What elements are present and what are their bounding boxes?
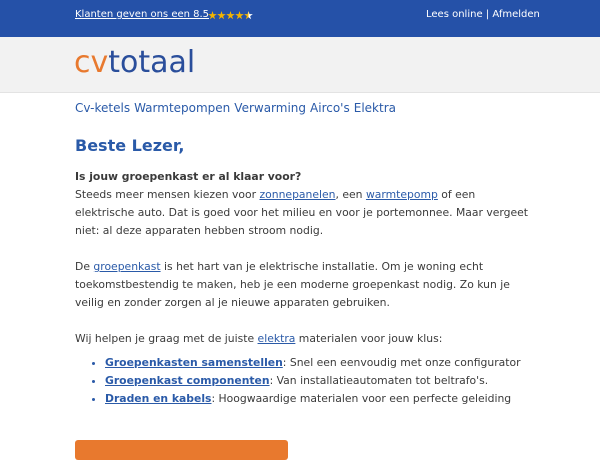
star-icon xyxy=(226,11,235,20)
category-nav xyxy=(75,101,400,115)
list-item xyxy=(105,390,530,408)
list-item xyxy=(105,354,530,372)
intro-paragraph xyxy=(75,186,530,240)
nav-item-warmtepompen[interactable]: Warmtepompen xyxy=(134,101,231,115)
nav-item-verwarming[interactable]: Verwarming xyxy=(234,101,307,115)
nav-item-elektra[interactable]: Elektra xyxy=(353,101,396,115)
nav-item-cv-ketels[interactable]: Cv-ketels xyxy=(75,101,131,115)
help-paragraph xyxy=(75,330,530,348)
logo-part-totaal: totaal xyxy=(108,45,196,80)
cvtotaal-logo[interactable] xyxy=(74,45,195,80)
zonnepanelen-link[interactable]: zonnepanelen xyxy=(259,188,336,201)
product-links-list xyxy=(75,354,530,408)
link-separator: | xyxy=(482,9,493,20)
unsubscribe-link[interactable]: Afmelden xyxy=(492,9,540,20)
text: Wij helpen je graag met de juiste xyxy=(75,332,258,345)
top-bar xyxy=(0,0,600,37)
groepenkasten-samenstellen-link[interactable]: Groepenkasten samenstellen xyxy=(105,356,283,369)
nav-item-aircos[interactable]: Airco's xyxy=(310,101,350,115)
greeting-heading: Beste Lezer, xyxy=(75,136,185,155)
draden-en-kabels-link[interactable]: Draden en kabels xyxy=(105,392,212,405)
text: materialen voor jouw klus: xyxy=(295,332,443,345)
list-item-description: Hoogwaardige materialen voor een perfecte geleiding xyxy=(215,392,512,405)
half-star-icon xyxy=(244,11,253,20)
reviews-link[interactable]: Klanten geven ons een 8.5 xyxy=(75,9,210,20)
star-icon xyxy=(208,11,217,20)
list-item xyxy=(105,372,530,390)
groepenkast-paragraph xyxy=(75,258,530,312)
warmtepomp-link[interactable]: warmtepomp xyxy=(365,188,438,201)
text: Steeds meer mensen kiezen voor xyxy=(75,188,260,201)
read-online-link[interactable]: Lees online xyxy=(426,9,483,20)
text: : xyxy=(282,356,287,369)
text: : xyxy=(211,392,216,405)
list-item-description: Snel een eenvoudig met onze configurator xyxy=(286,356,521,369)
elektra-link[interactable]: elektra xyxy=(257,332,296,345)
text: De xyxy=(75,260,94,273)
rating-stars xyxy=(208,11,253,21)
text: is het hart van je elektrische installatie. Om je woning echt toekomstbestendig te maken, heb je een moderne groepenkast nodig. Zo kun je veilig en zonder zorgen al je nieuwe apparaten gebruiken. xyxy=(75,260,510,309)
groepenkast-componenten-link[interactable]: Groepenkast componenten xyxy=(105,374,270,387)
text: , een xyxy=(335,188,366,201)
groepenkast-link[interactable]: groepenkast xyxy=(93,260,161,273)
text: : xyxy=(269,374,274,387)
star-icon xyxy=(235,11,244,20)
text: of een elektrische auto. Dat is goed voor het milieu en voor je portemonnee. Maar vergeet niet: al deze apparaten hebben stroom nodig. xyxy=(75,188,529,237)
top-links xyxy=(426,9,540,20)
email-body xyxy=(75,168,530,408)
intro-question: Is jouw groepenkast er al klaar voor? xyxy=(75,170,302,183)
star-icon xyxy=(217,11,226,20)
logo-part-cv: cv xyxy=(74,45,109,80)
cta-button[interactable] xyxy=(75,440,288,460)
list-item-description: Van installatieautomaten tot beltrafo's. xyxy=(273,374,489,387)
